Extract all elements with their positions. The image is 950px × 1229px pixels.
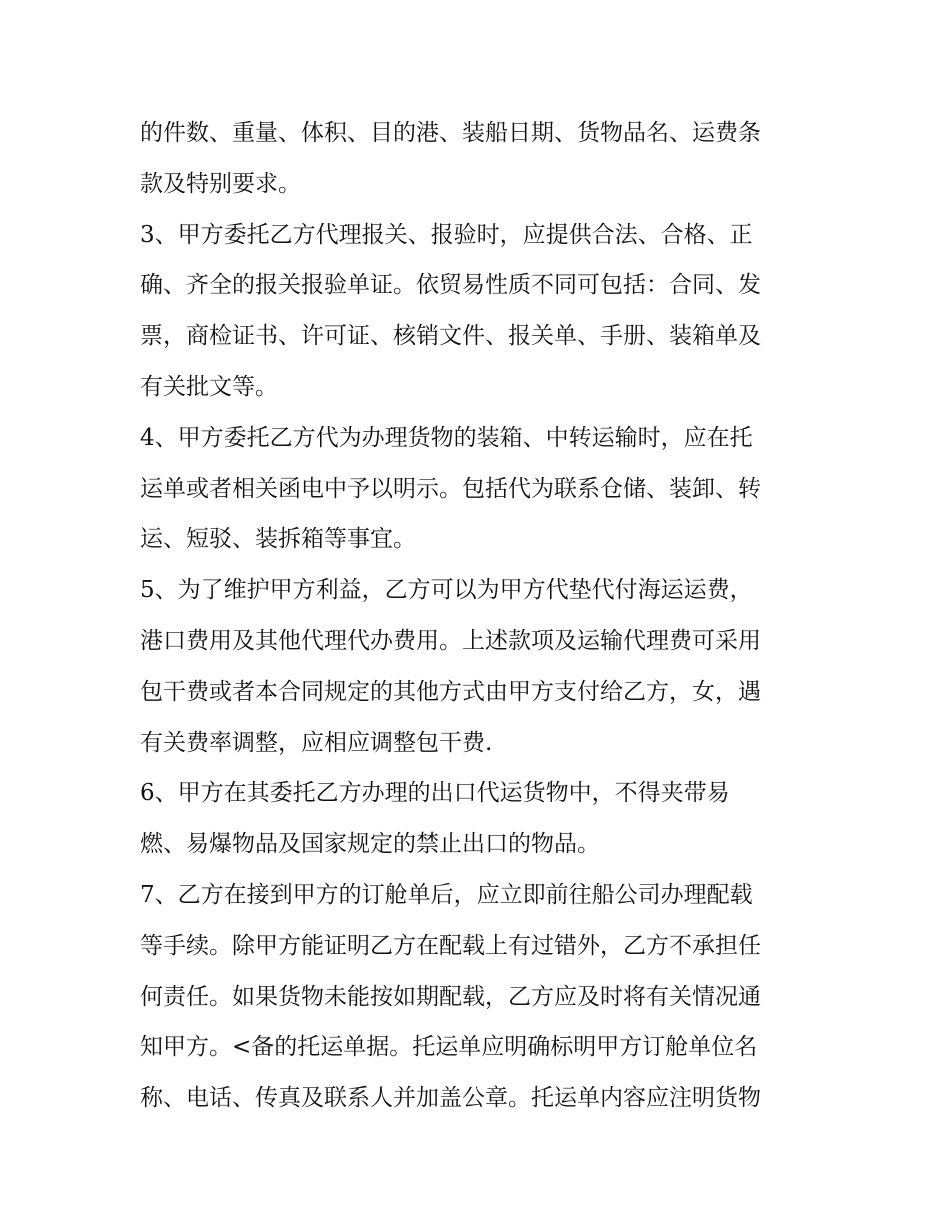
text-line: 的件数、重量、体积、目的港、装船日期、货物品名、运费条 (140, 120, 761, 146)
text-line: 6、甲方在其委托乙方办理的出口代运货物中，不得夹带易 (140, 780, 730, 807)
text-line: 港口费用及其他代理代办费用。上述款项及运输代理费可采用 (140, 627, 761, 654)
text-line: 等手续。除甲方能证明乙方在配载上有过错外，乙方不承担任 (140, 932, 761, 959)
text-line: 有关费率调整，应相应调整包干费. (140, 729, 493, 756)
text-line: 款及特别要求。 (140, 170, 301, 197)
text-line: 确、齐全的报关报验单证。依贸易性质不同可包括：合同、发 (140, 272, 761, 299)
text-line: 称、电话、传真及联系人并加盖公章。托运单内容应注明货物 (140, 1085, 761, 1112)
text-line: 运、短驳、装拆箱等事宜。 (140, 526, 416, 553)
text-line: 知甲方。<备的托运单据。托运单应明确标明甲方订舱单位名 (140, 1034, 758, 1061)
text-line: 运单或者相关函电中予以明示。包括代为联系仓储、装卸、转 (140, 475, 761, 502)
text-line: 4、甲方委托乙方代为办理货物的装箱、中转运输时，应在托 (140, 424, 753, 451)
text-line: 包干费或者本合同规定的其他方式由甲方支付给乙方，女，遇 (140, 678, 761, 705)
text-line: 7、乙方在接到甲方的订舱单后，应立即前往船公司办理配载 (140, 881, 753, 908)
document-body (140, 108, 830, 1124)
text-line: 3、甲方委托乙方代理报关、报验时，应提供合法、合格、正 (140, 221, 753, 248)
text-line: 何责任。如果货物未能按如期配载，乙方应及时将有关情况通 (140, 983, 761, 1010)
text-line: 票，商检证书、许可证、核销文件、报关单、手册、装箱单及 (140, 323, 761, 350)
text-line: 5、为了维护甲方利益，乙方可以为甲方代垫代付海运运费， (140, 577, 753, 604)
text-line: 燃、易爆物品及国家规定的禁止出口的物品。 (140, 831, 600, 858)
text-line: 有关批文等。 (140, 373, 278, 400)
